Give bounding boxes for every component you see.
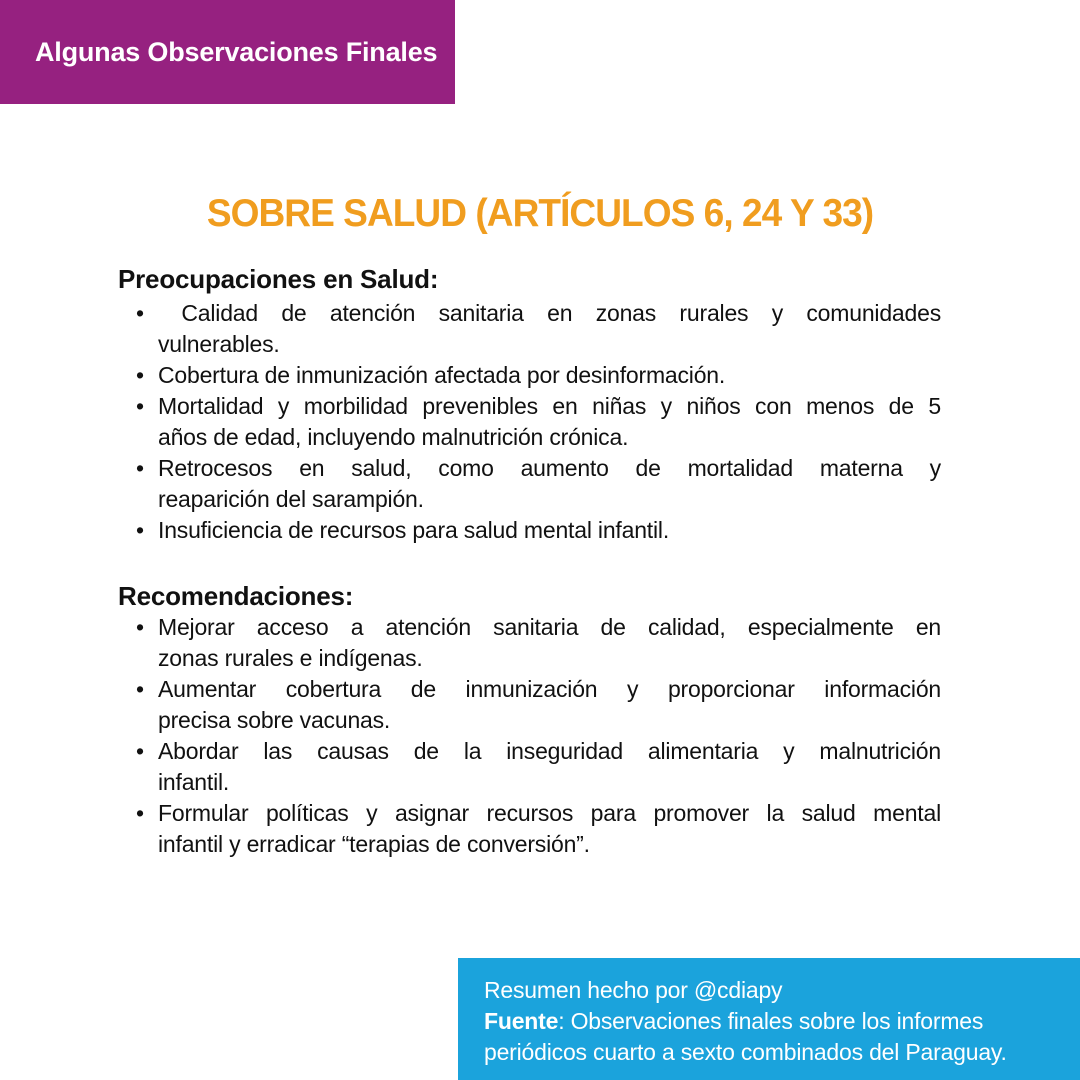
section-recommendations-heading: Recomendaciones: <box>118 581 354 611</box>
bullet-line: años de edad, incluyendo malnutrición crónica. <box>158 424 629 450</box>
bullet-line: Formular políticas y asignar recursos para promover la salud mental <box>158 800 941 826</box>
bullet-line: Mortalidad y morbilidad prevenibles en niñas y niños con menos de 5 <box>158 393 941 419</box>
bullet-line: vulnerables. <box>158 331 280 357</box>
bullet-icon: • <box>136 676 145 702</box>
bullet-line: reaparición del sarampión. <box>158 486 424 512</box>
bullet-line: infantil y erradicar “terapias de conversión”. <box>158 831 590 857</box>
bullet-line: Insuficiencia de recursos para salud mental infantil. <box>158 517 670 543</box>
list-item <box>136 612 941 674</box>
list-item <box>136 360 941 391</box>
source-text: : Observaciones finales sobre los informes <box>558 1008 984 1034</box>
source-line-2: periódicos cuarto a sexto combinados del Paraguay. <box>484 1039 1007 1065</box>
list-item <box>136 391 941 453</box>
bullet-text <box>158 736 941 798</box>
bullet-line: Retrocesos en salud, como aumento de mortalidad materna y <box>158 455 941 481</box>
section-recommendations <box>118 581 941 860</box>
bullet-line: infantil. <box>158 769 230 795</box>
credit-line: Resumen hecho por @cdiapy <box>484 977 783 1003</box>
bullet-line: Mejorar acceso a atención sanitaria de calidad, especialmente en <box>158 614 941 640</box>
header-banner-label: Algunas Observaciones Finales <box>35 36 438 67</box>
bullet-icon: • <box>136 362 145 388</box>
bullet-text <box>158 612 941 674</box>
bullet-icon: • <box>136 800 145 826</box>
list-item <box>136 453 941 515</box>
bullet-line: Abordar las causas de la inseguridad alimentaria y malnutrición <box>158 738 941 764</box>
source-line <box>484 1006 1066 1037</box>
bullet-icon: • <box>136 455 145 481</box>
bullet-icon: • <box>136 393 145 419</box>
bullet-text <box>158 360 941 391</box>
list-item <box>136 798 941 860</box>
section-concerns-list <box>136 298 941 546</box>
bullet-icon: • <box>136 738 145 764</box>
bullet-line: zonas rurales e indígenas. <box>158 645 423 671</box>
bullet-text <box>158 674 941 736</box>
list-item <box>136 515 941 546</box>
bullet-icon: • <box>136 300 145 326</box>
section-concerns-heading: Preocupaciones en Salud: <box>118 264 439 294</box>
section-recommendations-list <box>136 612 941 860</box>
bullet-text <box>158 391 941 453</box>
bullet-text <box>158 515 941 546</box>
page-title: SOBRE SALUD (ARTÍCULOS 6, 24 Y 33) <box>206 192 874 235</box>
list-item <box>136 298 941 360</box>
list-item <box>136 736 941 798</box>
bullet-line: Calidad de atención sanitaria en zonas rurales y comunidades <box>158 300 941 326</box>
bullet-text <box>158 453 941 515</box>
bullet-icon: • <box>136 614 145 640</box>
list-item <box>136 674 941 736</box>
bullet-line: precisa sobre vacunas. <box>158 707 391 733</box>
header-banner <box>0 0 455 104</box>
bullet-text <box>158 298 941 360</box>
bullet-line: Aumentar cobertura de inmunización y proporcionar información <box>158 676 941 702</box>
bullet-icon: • <box>136 517 145 543</box>
footer-credit-box <box>458 958 1080 1080</box>
section-concerns <box>118 264 941 546</box>
bullet-line: Cobertura de inmunización afectada por desinformación. <box>158 362 726 388</box>
source-label: Fuente <box>484 1008 559 1034</box>
bullet-text <box>158 798 941 860</box>
